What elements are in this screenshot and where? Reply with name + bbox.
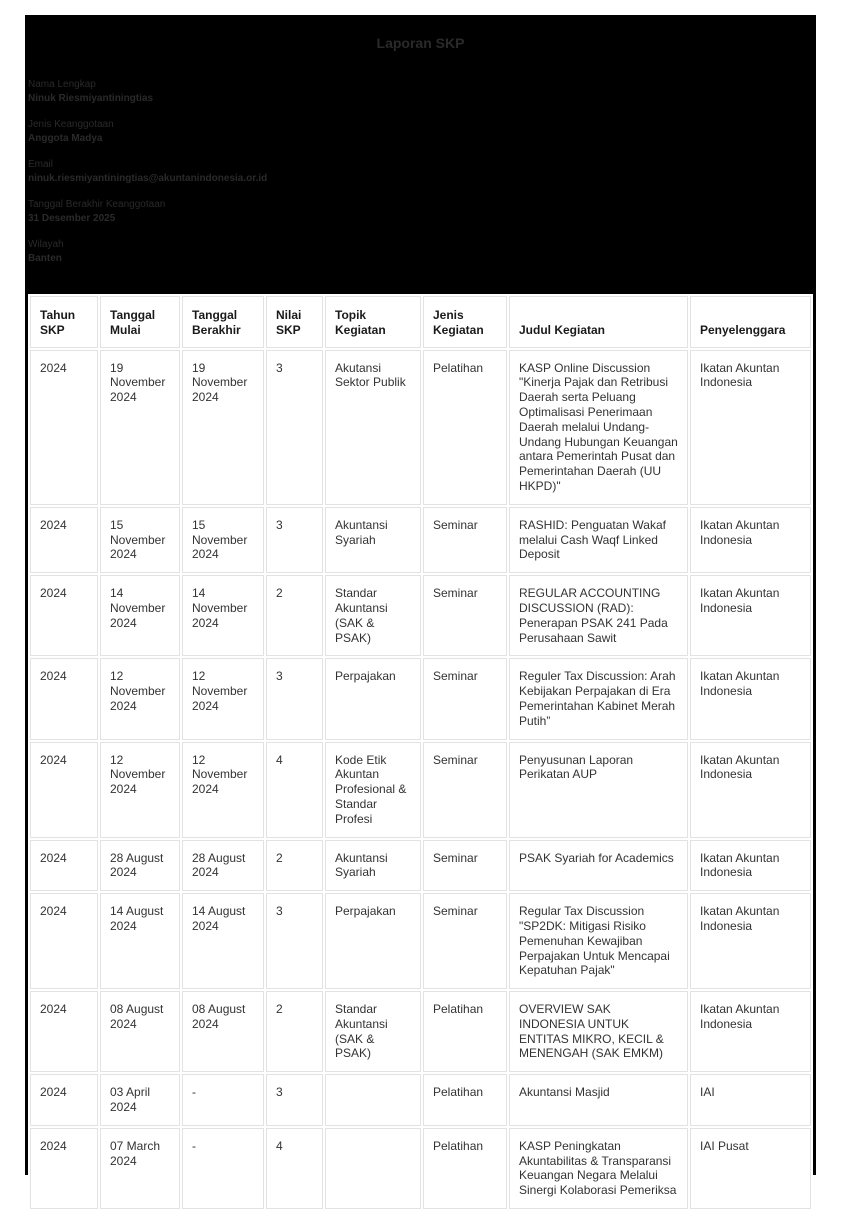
header-cell: Tahun SKP [30,296,98,348]
header-cell: Tanggal Mulai [100,296,180,348]
skp-table [28,294,813,1211]
cell-start-date: 14 November 2024 [100,575,180,656]
cell-year: 2024 [30,840,98,892]
cell-organizer: IAI Pusat [690,1128,811,1209]
cell-activity-title: PSAK Syariah for Academics [509,840,688,892]
cell-year: 2024 [30,1074,98,1126]
cell-skp-value: 2 [266,575,323,656]
cell-activity-type: Seminar [423,575,507,656]
field-label: Nama Lengkap [28,79,96,90]
cell-topic [325,1128,421,1209]
cell-end-date: 28 August 2024 [182,840,264,892]
cell-organizer: Ikatan Akuntan Indonesia [690,350,811,505]
table-row [30,1128,811,1209]
cell-end-date: - [182,1074,264,1126]
field-membership-end-date [28,198,267,226]
skp-table-wrapper [28,294,813,1211]
cell-skp-value: 3 [266,658,323,739]
cell-year: 2024 [30,893,98,989]
cell-start-date: 15 November 2024 [100,507,180,573]
field-label: Tanggal Berakhir Keanggotaan [28,199,166,210]
field-email [28,158,267,186]
cell-topic: Perpajakan [325,658,421,739]
cell-activity-type: Pelatihan [423,1128,507,1209]
cell-end-date: - [182,1128,264,1209]
cell-start-date: 12 November 2024 [100,742,180,838]
cell-skp-value: 3 [266,893,323,989]
table-row [30,893,811,989]
cell-year: 2024 [30,507,98,573]
member-info [28,78,267,278]
cell-activity-type: Pelatihan [423,991,507,1072]
cell-topic [325,1074,421,1126]
table-header-row [30,296,811,348]
cell-end-date: 14 November 2024 [182,575,264,656]
header-cell: Jenis Kegiatan [423,296,507,348]
cell-activity-type: Pelatihan [423,1074,507,1126]
cell-organizer: Ikatan Akuntan Indonesia [690,575,811,656]
cell-activity-title: REGULAR ACCOUNTING DISCUSSION (RAD): Penerapan PSAK 241 Pada Perusahaan Sawit [509,575,688,656]
cell-topic: Standar Akuntansi (SAK & PSAK) [325,575,421,656]
cell-end-date: 12 November 2024 [182,742,264,838]
table-row [30,658,811,739]
report-sheet [25,15,816,1198]
cell-year: 2024 [30,575,98,656]
cell-activity-type: Seminar [423,658,507,739]
cell-organizer: Ikatan Akuntan Indonesia [690,840,811,892]
cell-organizer: Ikatan Akuntan Indonesia [690,507,811,573]
header-cell: Judul Kegiatan [509,296,688,348]
cell-end-date: 14 August 2024 [182,893,264,989]
cell-activity-title: KASP Peningkatan Akuntabilitas & Transparansi Keuangan Negara Melalui Sinergi Kolaborasi Pemeriksa [509,1128,688,1209]
table-row [30,507,811,573]
cell-activity-type: Pelatihan [423,350,507,505]
table-row [30,742,811,838]
cell-skp-value: 4 [266,1128,323,1209]
cell-skp-value: 3 [266,350,323,505]
cell-year: 2024 [30,350,98,505]
cell-organizer: Ikatan Akuntan Indonesia [690,893,811,989]
cell-end-date: 08 August 2024 [182,991,264,1072]
cell-organizer: Ikatan Akuntan Indonesia [690,658,811,739]
header-cell: Nilai SKP [266,296,323,348]
field-full-name [28,78,267,106]
field-value: Anggota Madya [28,133,103,144]
table-row [30,1074,811,1126]
cell-skp-value: 2 [266,991,323,1072]
cell-year: 2024 [30,658,98,739]
cell-activity-title: Regular Tax Discussion "SP2DK: Mitigasi Risiko Pemenuhan Kewajiban Perpajakan Untuk Mencapai Kepatuhan Pajak" [509,893,688,989]
cell-activity-type: Seminar [423,742,507,838]
cell-activity-title: OVERVIEW SAK INDONESIA UNTUK ENTITAS MIKRO, KECIL & MENENGAH (SAK EMKM) [509,991,688,1072]
field-label: Jenis Keanggotaan [28,119,114,130]
table-row [30,991,811,1072]
cell-year: 2024 [30,991,98,1072]
table-row [30,840,811,892]
header-cell: Topik Kegiatan [325,296,421,348]
cell-end-date: 12 November 2024 [182,658,264,739]
cell-start-date: 12 November 2024 [100,658,180,739]
cell-skp-value: 4 [266,742,323,838]
cell-start-date: 08 August 2024 [100,991,180,1072]
cell-topic: Perpajakan [325,893,421,989]
cell-start-date: 07 March 2024 [100,1128,180,1209]
cell-start-date: 28 August 2024 [100,840,180,892]
cell-topic: Akuntansi Syariah [325,507,421,573]
cell-topic: Akuntansi Syariah [325,840,421,892]
cell-topic: Akutansi Sektor Publik [325,350,421,505]
table-row [30,575,811,656]
field-membership-type [28,118,267,146]
cell-skp-value: 2 [266,840,323,892]
cell-topic: Kode Etik Akuntan Profesional & Standar Profesi [325,742,421,838]
cell-activity-title: Penyusunan Laporan Perikatan AUP [509,742,688,838]
table-row [30,350,811,505]
field-value: Ninuk Riesmiyantiningtias [28,93,154,104]
cell-activity-type: Seminar [423,507,507,573]
cell-organizer: Ikatan Akuntan Indonesia [690,742,811,838]
cell-activity-title: KASP Online Discussion "Kinerja Pajak dan Retribusi Daerah serta Peluang Optimalisasi Penerimaan Daerah melalui Undang-Undang Hubungan Keuangan antara Pemerintah Pusat dan Pemerintahan Daerah (UU HKPD)" [509,350,688,505]
cell-organizer: IAI [690,1074,811,1126]
field-label: Wilayah [28,239,64,250]
cell-activity-title: Reguler Tax Discussion: Arah Kebijakan Perpajakan di Era Pemerintahan Kabinet Merah Putih” [509,658,688,739]
cell-start-date: 14 August 2024 [100,893,180,989]
cell-year: 2024 [30,742,98,838]
cell-end-date: 15 November 2024 [182,507,264,573]
field-region [28,238,267,266]
field-label: Email [28,159,54,170]
header-cell: Tanggal Berakhir [182,296,264,348]
header-cell: Penyelenggara [690,296,811,348]
cell-end-date: 19 November 2024 [182,350,264,505]
report-title: Laporan SKP [376,35,465,51]
cell-skp-value: 3 [266,507,323,573]
field-value: 31 Desember 2025 [28,213,116,224]
cell-skp-value: 3 [266,1074,323,1126]
cell-start-date: 19 November 2024 [100,350,180,505]
cell-year: 2024 [30,1128,98,1209]
cell-start-date: 03 April 2024 [100,1074,180,1126]
field-value: Banten [28,253,62,264]
cell-activity-title: Akuntansi Masjid [509,1074,688,1126]
field-value: ninuk.riesmiyantiningtias@akuntanindonesia.or.id [28,173,268,184]
cell-activity-title: RASHID: Penguatan Wakaf melalui Cash Waqf Linked Deposit [509,507,688,573]
cell-activity-type: Seminar [423,893,507,989]
cell-activity-type: Seminar [423,840,507,892]
cell-topic: Standar Akuntansi (SAK & PSAK) [325,991,421,1072]
cell-organizer: Ikatan Akuntan Indonesia [690,991,811,1072]
